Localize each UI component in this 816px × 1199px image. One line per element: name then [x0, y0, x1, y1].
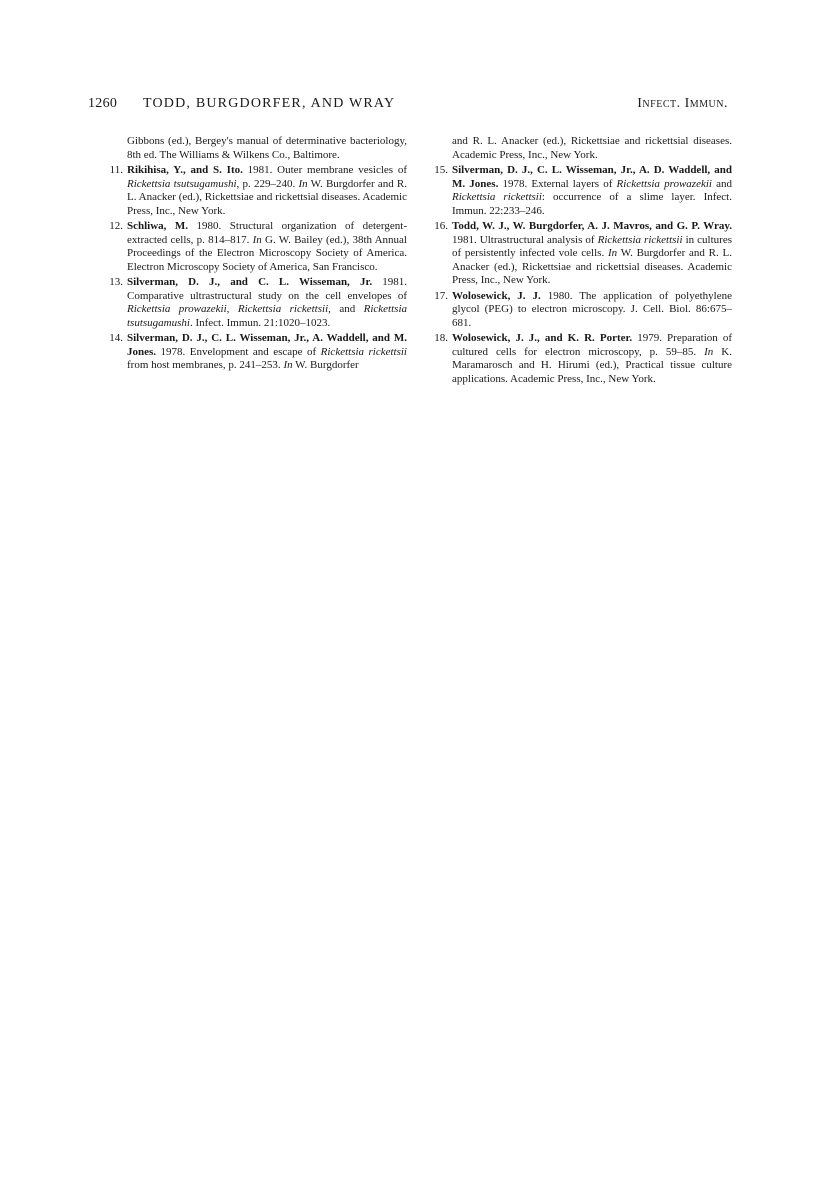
reference-text: and — [711, 177, 732, 190]
reference-number: 14. — [109, 332, 123, 344]
references-right-column — [432, 135, 732, 388]
reference-number: 11. — [109, 164, 123, 176]
reference-text: W. Burgdorfer — [292, 359, 359, 371]
running-head-journal: Infect. Immun. — [637, 96, 728, 111]
reference-text: , and — [328, 303, 364, 315]
reference-italic: In — [607, 247, 618, 259]
reference-continuation: Gibbons (ed.), Bergey's manual of determinative bacteriology, 8th ed. The Williams & Wilkens Co., Baltimore. — [127, 135, 407, 161]
reference-number: 15. — [434, 164, 448, 176]
reference-italic: Rickettsia rickettsii — [452, 191, 542, 203]
reference-text: . Infect. Immun. 21:1020–1023. — [189, 316, 331, 329]
reference-text: W. Burgdorfer and R. L. Anacker (ed.), Rickettsiae and rickettsial diseases. Academic Press, Inc., New York. — [452, 247, 732, 286]
reference-text: , — [226, 303, 238, 315]
reference-italic: In — [252, 233, 262, 246]
reference-italic: Rickettsia rickettsii — [320, 345, 407, 358]
reference-text: 1981. Outer membrane vesicles of — [242, 164, 408, 176]
reference-authors: Schliwa, M. — [127, 220, 189, 232]
reference-text: 1981. Ultrastructural analysis of — [452, 233, 598, 246]
reference-number: 16. — [434, 220, 448, 232]
reference-text: from host membranes, p. 241–253. — [127, 359, 284, 371]
reference-text: 1979. Preparation of cultured cells for electron microscopy, p. 59–85. — [452, 332, 732, 358]
reference-11 — [107, 164, 407, 218]
reference-text: K. Maramarosch and H. Hirumi (ed.), Practical tissue culture applications. Academic Press, Inc., New York. — [452, 345, 732, 385]
reference-text: 1981. Comparative ultrastructural study on the cell envelopes of — [127, 276, 407, 302]
reference-15 — [432, 164, 732, 218]
reference-continuation: and R. L. Anacker (ed.), Rickettsiae and rickettsial diseases. Academic Press, Inc., New York. — [452, 135, 732, 161]
reference-italic: Rickettsia tsutsugamushi — [127, 177, 237, 190]
reference-italic: Rickettsia prowazekii — [616, 177, 712, 190]
references-left-column — [107, 135, 407, 375]
reference-text: 1978. External layers of — [498, 177, 617, 190]
reference-authors: Silverman, D. J., C. L. Wisseman, Jr., A. Waddell, and M. Jones. — [127, 332, 407, 358]
reference-italic: In — [283, 359, 293, 371]
reference-number: 18. — [434, 332, 448, 344]
reference-text: : occurrence of a slime layer. Infect. Immun. 22:233–246. — [452, 191, 732, 217]
reference-17 — [432, 290, 732, 331]
reference-text: 1978. Envelopment and escape of — [156, 345, 321, 358]
reference-number: 12. — [109, 220, 123, 232]
reference-text: W. Burgdorfer and R. L. Anacker (ed.), Rickettsiae and rickettsial diseases. Academic Press, Inc., New York. — [127, 177, 408, 217]
reference-italic: In — [298, 177, 308, 190]
reference-authors: Wolosewick, J. J., and K. R. Porter. — [452, 332, 633, 344]
reference-12 — [107, 220, 407, 274]
reference-number: 17. — [434, 289, 448, 302]
reference-italic: Rickettsia rickettsii — [597, 233, 683, 246]
reference-authors: Todd, W. J., W. Burgdorfer, A. J. Mavros, and G. P. Wray. — [452, 220, 732, 232]
reference-italic: Rickettsia prowazekii — [127, 303, 227, 315]
reference-text: , p. 229–240. — [236, 177, 299, 190]
reference-14 — [107, 332, 407, 373]
reference-authors: Silverman, D. J., C. L. Wisseman, Jr., A. D. Waddell, and M. Jones. — [452, 164, 732, 190]
reference-text: in cultures of persistently infected vole cells. — [452, 233, 732, 259]
reference-italic: Rickettsia tsutsugamushi — [127, 303, 407, 329]
page-number: 1260 — [88, 96, 118, 111]
reference-16 — [432, 220, 732, 288]
running-head-authors: TODD, BURGDORFER, AND WRAY — [143, 96, 396, 111]
reference-authors: Silverman, D. J., and C. L. Wisseman, Jr. — [127, 276, 373, 288]
reference-authors: Wolosewick, J. J. — [452, 289, 541, 302]
reference-text: 1980. Structural organization of detergent-extracted cells, p. 814–817. — [127, 220, 407, 246]
reference-13 — [107, 276, 407, 330]
reference-italic: Rickettsia rickettsii — [237, 303, 329, 315]
reference-18 — [432, 332, 732, 386]
reference-authors: Rikihisa, Y., and S. Ito. — [127, 164, 243, 176]
reference-text: 1980. The application of polyethylene glycol (PEG) to electron microscopy. J. Cell. Biol. 86:675–681. — [452, 289, 732, 329]
reference-number: 13. — [109, 276, 123, 288]
reference-italic: In — [704, 345, 714, 358]
reference-text: G. W. Bailey (ed.), 38th Annual Proceedings of the Electron Microscopy Society of America. Electron Microscopy Society of America, San Francisco. — [127, 233, 407, 273]
page-header — [88, 96, 728, 116]
